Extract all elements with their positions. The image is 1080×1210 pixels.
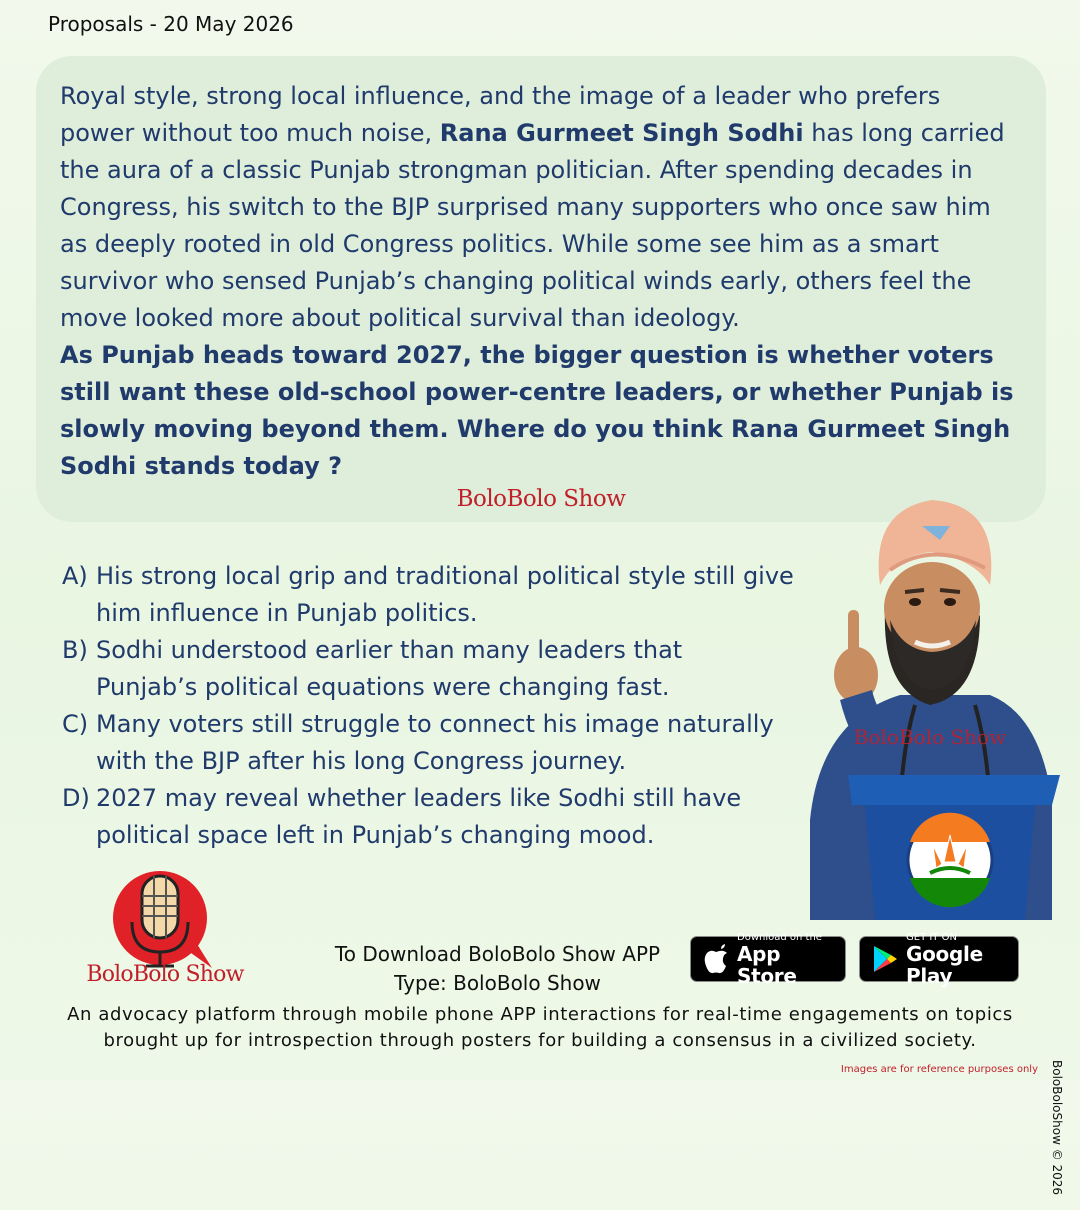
option-text: Sodhi understood earlier than many leaders that Punjab’s political equations were changing fast. [96, 636, 683, 701]
question-text [60, 78, 1020, 485]
option-letter: A) [62, 562, 88, 590]
card-brand-label: BoloBolo Show [456, 486, 626, 512]
google-play-icon [872, 945, 898, 973]
option-a[interactable] [62, 558, 822, 632]
download-instructions [300, 940, 695, 998]
politician-name: Rana Gurmeet Singh Sodhi [439, 119, 804, 147]
download-line-2: Type: BoloBolo Show [394, 971, 601, 995]
google-play-small-text: GET IT ON [906, 931, 957, 943]
options-list [62, 558, 822, 854]
option-d[interactable] [62, 780, 822, 854]
google-play-label: Google Play [906, 941, 983, 988]
copyright-text: BoloBoloShow © 2026 [1050, 1060, 1064, 1196]
platform-tagline [20, 1002, 1060, 1054]
option-text: His strong local grip and traditional political style still give him influence in Punjab politics. [96, 562, 794, 627]
google-play-button[interactable] [859, 931, 1019, 988]
logo-wordmark: BoloBolo Show [86, 962, 244, 987]
option-letter: D) [62, 784, 90, 812]
app-store-button[interactable] [690, 931, 846, 988]
tagline-line-1: An advocacy platform through mobile phone APP interactions for real-time engagements on topics [67, 1004, 1013, 1025]
option-letter: B) [62, 636, 88, 664]
question-intro: Royal style, strong local influence, and the image of a leader who prefers power without too much noise, [60, 82, 941, 147]
question-prompt: As Punjab heads toward 2027, the bigger question is whether voters still want these old-school power-centre leaders, or whether Punjab is slowly moving beyond them. Where do you think Rana Gurmeet Singh Sodhi stands today ? [60, 341, 1014, 480]
illustration-watermark: BoloBolo Show [853, 725, 1007, 749]
apple-icon [703, 944, 729, 974]
tagline-line-2: brought up for introspection through posters for building a consensus in a civilized society. [103, 1030, 977, 1051]
option-c[interactable] [62, 706, 822, 780]
option-b[interactable] [62, 632, 822, 706]
download-line-1: To Download BoloBolo Show APP [334, 942, 661, 966]
copyright-notice [1048, 910, 1068, 1196]
question-body: has long carried the aura of a classic Punjab strongman politician. After spending decades in Congress, his switch to the BJP surprised many supporters who once saw him as deeply rooted in old Congress politics. While some see him as a smart survivor who sensed Punjab’s changing political winds early, others feel the move looked more about political survival than ideology. [60, 119, 1005, 332]
app-store-label: App Store [737, 941, 797, 988]
option-letter: C) [62, 710, 89, 738]
disclaimer: Images are for reference purposes only [840, 1064, 1038, 1075]
page-title: Proposals - 20 May 2026 [48, 12, 294, 36]
app-store-small-text: Download on the [737, 931, 822, 943]
politician-caricature-illustration [790, 490, 1060, 920]
question-card [36, 56, 1046, 522]
option-text: Many voters still struggle to connect his image naturally with the BJP after his long Congress journey. [96, 710, 774, 775]
option-text: 2027 may reveal whether leaders like Sodhi still have political space left in Punjab’s changing mood. [96, 784, 742, 849]
